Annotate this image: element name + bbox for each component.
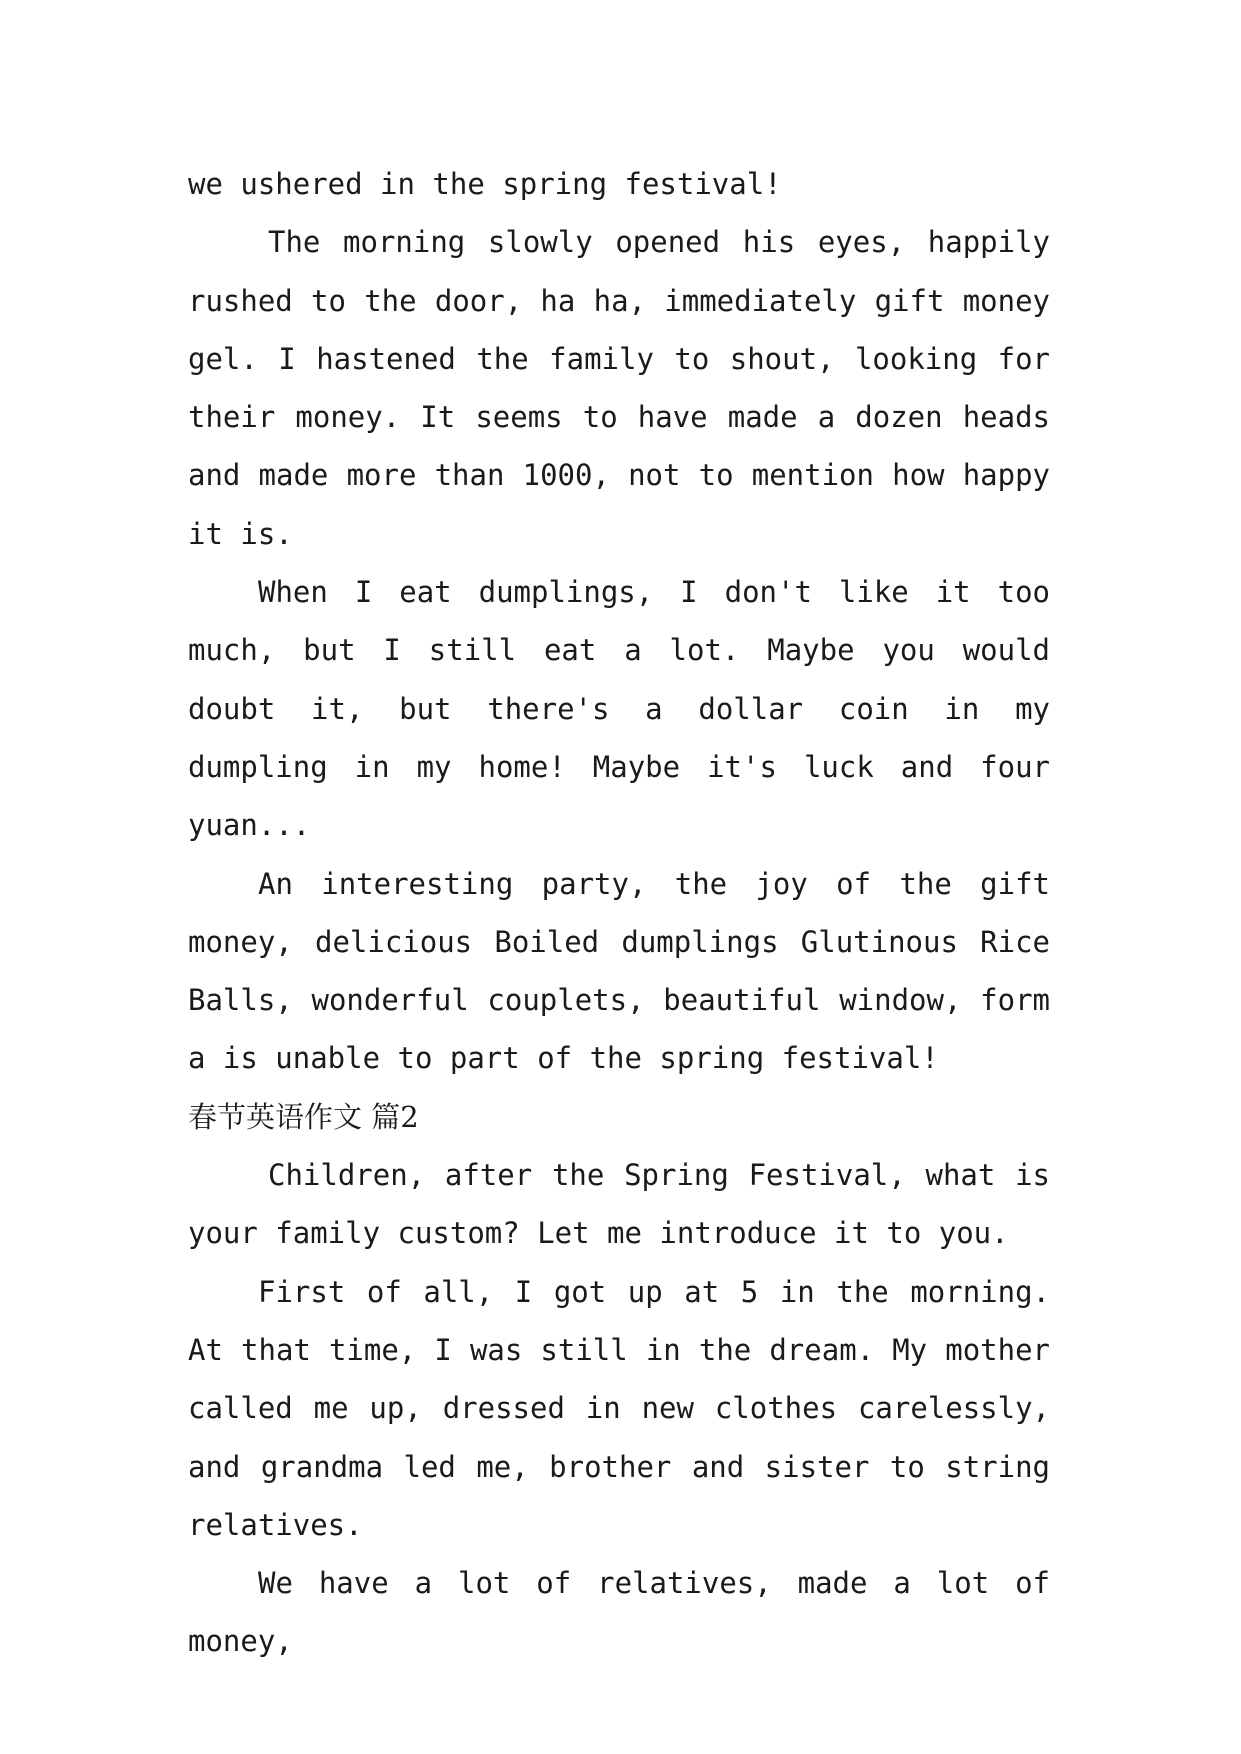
paragraph-first-of-all: First of all, I got up at 5 in the morning. At that time, I was still in the dream. My mother called me up, dressed in new clothes carelessly, and grandma led me, brother and sister to string relatives. (188, 1274, 1050, 1542)
paragraph-morning: The morning slowly opened his eyes, happily rushed to the door, ha ha, immediately gift money gel. I hastened the family to shout, looking for their money. It seems to have made a dozen heads and made more than 1000, not to mention how happy it is. (188, 225, 1050, 551)
paragraph-dumplings: When I eat dumplings, I don't like it too much, but I still eat a lot. Maybe you would doubt it, but there's a dollar coin in my dumpling in my home! Maybe it's luck and four yuan... (188, 575, 1050, 843)
paragraph-continuation: we ushered in the spring festival! (188, 167, 782, 201)
section-heading: 春节英语作文 篇2 (188, 1099, 419, 1134)
document-body (188, 155, 1050, 1671)
paragraph-relatives: We have a lot of relatives, made a lot of money, (188, 1566, 1050, 1659)
paragraph-custom: Children, after the Spring Festival, what is your family custom? Let me introduce it to you. (188, 1158, 1050, 1251)
paragraph-party: An interesting party, the joy of the gift money, delicious Boiled dumplings Glutinous Rice Balls, wonderful couplets, beautiful window, form a is unable to part of the spring festival! (188, 866, 1050, 1076)
